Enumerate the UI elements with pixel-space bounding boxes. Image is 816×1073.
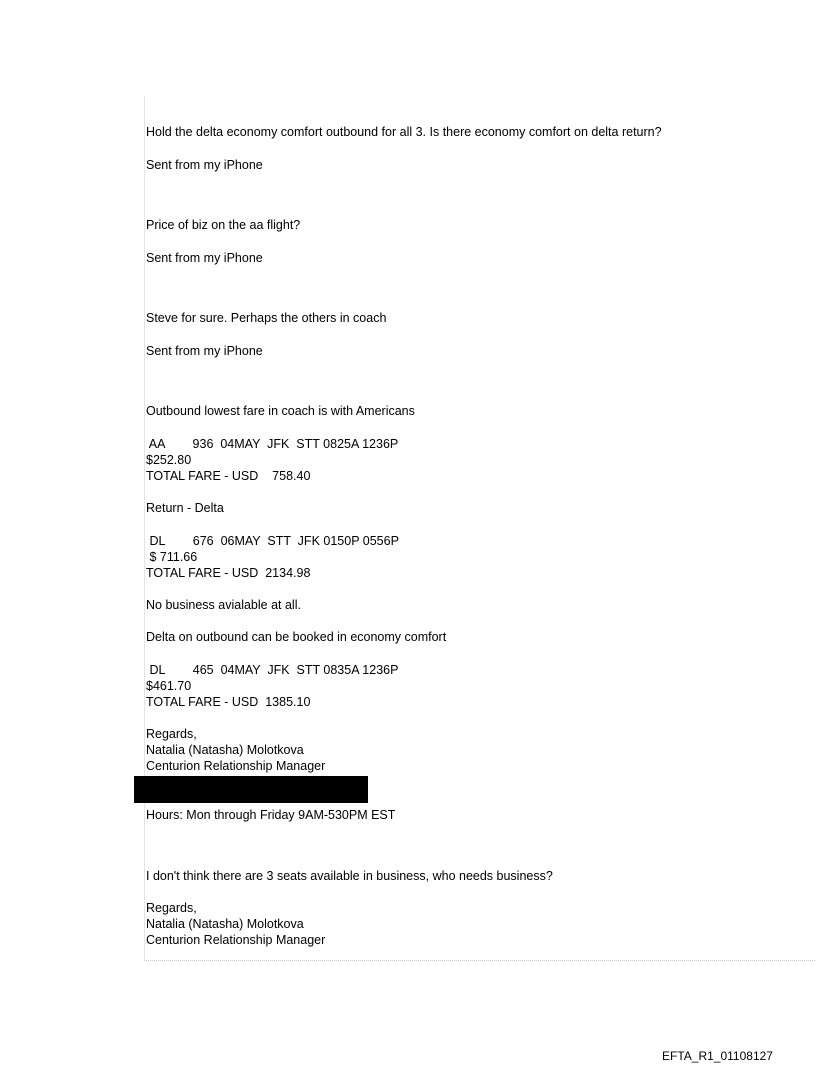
message-3-signature: Sent from my iPhone xyxy=(146,344,263,358)
message-5-text: I don't think there are 3 seats available in business, who needs business? xyxy=(146,869,553,883)
aa-flight-price: $252.80 xyxy=(146,453,192,467)
dl-outbound-total-fare: TOTAL FARE - USD 1385.10 xyxy=(146,695,311,709)
dl-return-total-fare: TOTAL FARE - USD 2134.98 xyxy=(146,566,311,580)
signature-title-2: Centurion Relationship Manager xyxy=(146,933,326,947)
message-3-text: Steve for sure. Perhaps the others in coach xyxy=(146,311,387,325)
message-1-signature: Sent from my iPhone xyxy=(146,158,263,172)
dl-outbound-price: $461.70 xyxy=(146,679,192,693)
signature-regards-2: Regards, xyxy=(146,901,197,915)
return-label: Return - Delta xyxy=(146,501,224,515)
signature-regards: Regards, xyxy=(146,727,197,741)
aa-flight-line: AA 936 04MAY JFK STT 0825A 1236P xyxy=(146,437,399,451)
message-2-text: Price of biz on the aa flight? xyxy=(146,218,301,232)
signature-name: Natalia (Natasha) Molotkova xyxy=(146,743,304,757)
no-business-note: No business avialable at all. xyxy=(146,598,301,612)
dl-outbound-flight-line: DL 465 04MAY JFK STT 0835A 1236P xyxy=(146,663,399,677)
dl-return-price: $ 711.66 xyxy=(146,550,198,564)
bates-number: EFTA_R1_01108127 xyxy=(662,1049,773,1063)
message-2-signature: Sent from my iPhone xyxy=(146,251,263,265)
aa-total-fare: TOTAL FARE - USD 758.40 xyxy=(146,469,311,483)
message-1-text: Hold the delta economy comfort outbound for all 3. Is there economy comfort on delta return? xyxy=(146,125,662,139)
signature-name-2: Natalia (Natasha) Molotkova xyxy=(146,917,304,931)
redaction-bar xyxy=(134,776,368,803)
delta-outbound-note: Delta on outbound can be booked in economy comfort xyxy=(146,630,447,644)
dl-return-flight-line: DL 676 06MAY STT JFK 0150P 0556P xyxy=(146,534,399,548)
signature-title: Centurion Relationship Manager xyxy=(146,759,326,773)
signature-hours: Hours: Mon through Friday 9AM-530PM EST xyxy=(146,808,396,822)
message-4-intro: Outbound lowest fare in coach is with Americans xyxy=(146,404,415,418)
